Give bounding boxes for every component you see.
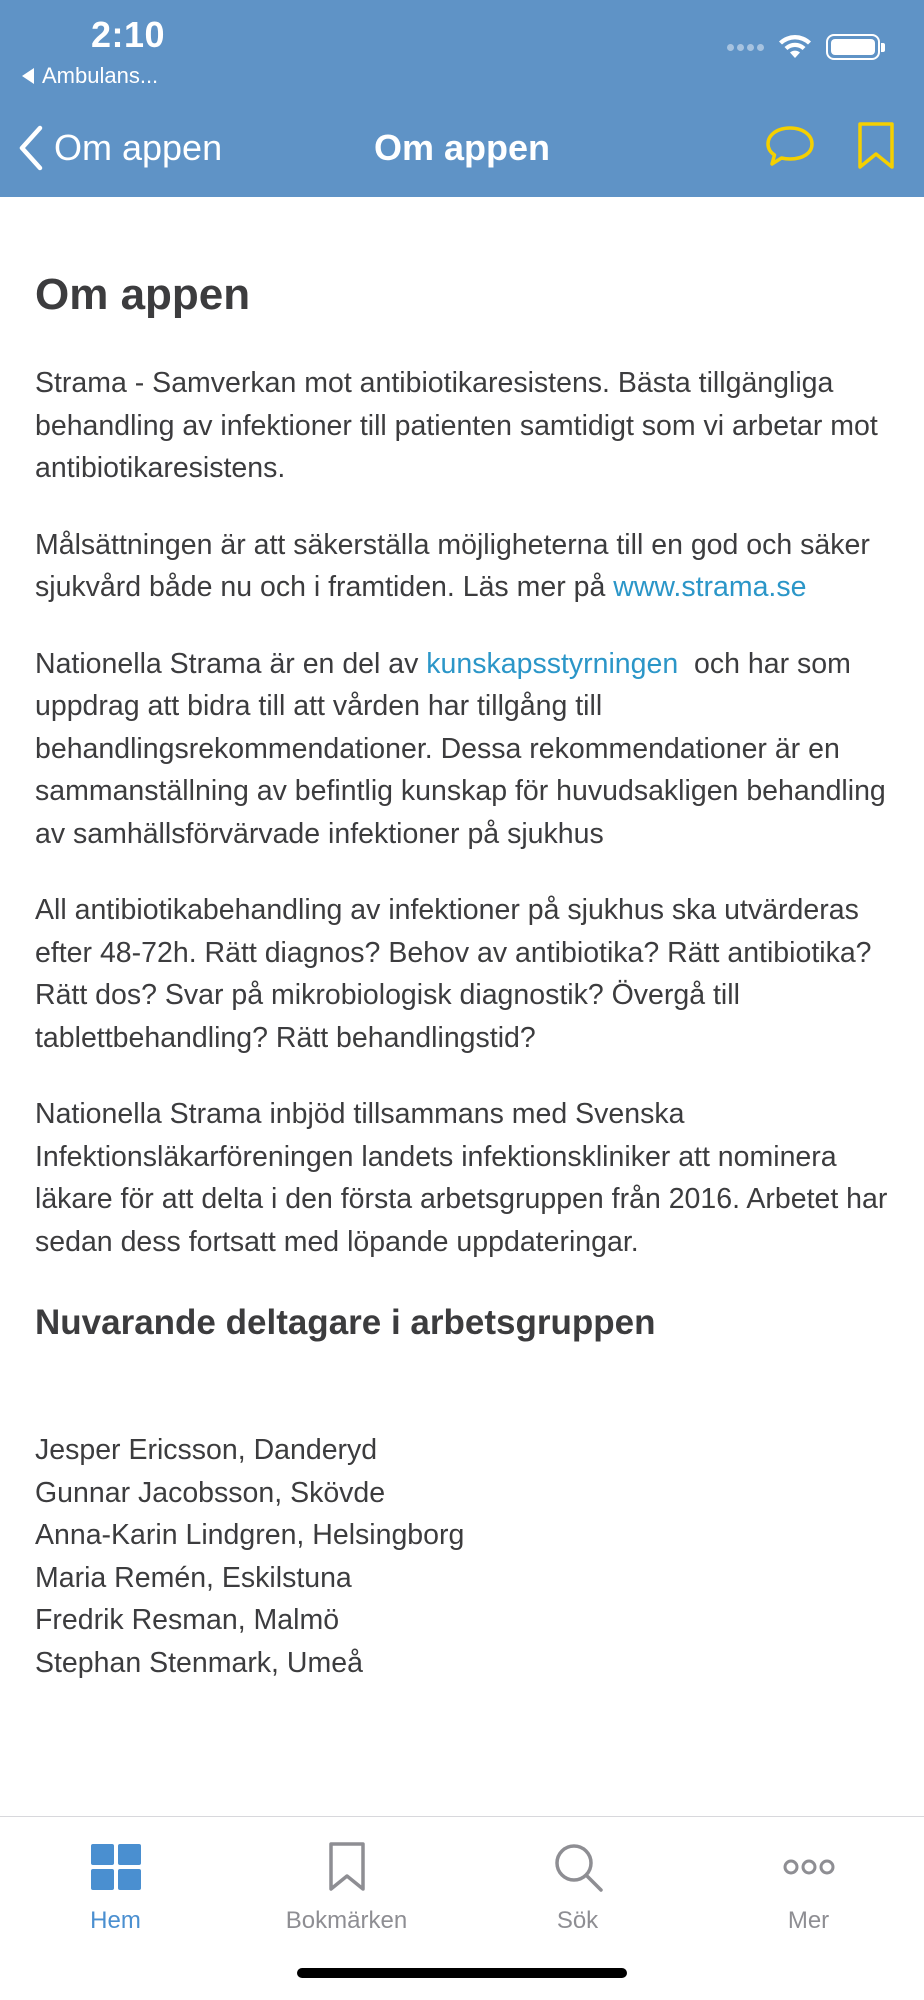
tab-hem[interactable] — [0, 1829, 231, 1949]
status-back-to-app[interactable] — [22, 63, 158, 89]
page-title: Om appen — [35, 270, 251, 319]
bookmark-icon — [327, 1835, 367, 1899]
app-header — [0, 0, 924, 197]
tab-label: Bokmärken — [285, 1907, 408, 1934]
participant-item: Jesper Ericsson, Danderyd — [35, 1434, 378, 1466]
paragraph-evaluation: All antibiotikabehandling av infektioner på sjukhus ska utvärderas efter 48-72h. Rätt diagnos? Behov av antibiotika? Rätt antibiotika? Rätt dos? Svar på mikrobiologisk diagnostik? Övergå till tablettbehandling? Rätt behandlingstid? — [35, 894, 872, 1054]
paragraph-national-after: och har som uppdrag att bidra till att vården har tillgång till behandlingsrekommendationer. Dessa rekommendationer är en sammanställning av befintlig kunskap för huvudsakligen behandling av samhällsförvärvade infektioner på sjukhus — [35, 647, 894, 850]
tab-bokmarken[interactable] — [231, 1829, 462, 1949]
participant-item: Stephan Stenmark, Umeå — [35, 1646, 363, 1679]
participant-item: Fredrik Resman, Malmö — [35, 1604, 340, 1636]
paragraph-working-group: Nationella Strama inbjöd tillsammans med Svenska Infektionsläkarföreningen landets infektionskliniker att nominera läkare för att delta i den första arbetsgruppen från 2016. Arbetet har sedan dess fortsatt med löpande uppdateringar. — [35, 1098, 888, 1258]
search-icon — [552, 1835, 604, 1899]
status-back-label: Ambulans... — [42, 63, 159, 88]
bookmark-button[interactable] — [848, 116, 904, 176]
cellular-signal-icon — [727, 44, 764, 51]
tab-label: Sök — [556, 1907, 599, 1934]
wifi-icon — [778, 34, 812, 60]
strama-website-link[interactable]: www.strama.se — [613, 571, 807, 603]
paragraph-national-before: Nationella Strama är en del av — [35, 647, 427, 680]
paragraph-goal-text: Målsättningen är att säkerställa möjligheterna till en god och säker sjukvård både nu och i framtiden. Läs mer på — [35, 528, 870, 603]
battery-icon — [826, 34, 880, 60]
participant-item: Maria Remén, Eskilstuna — [35, 1561, 352, 1594]
paragraph-goal — [35, 524, 889, 609]
nav-actions — [762, 116, 904, 176]
tab-label: Hem — [90, 1907, 141, 1934]
paragraph-national-strama — [35, 643, 894, 856]
more-icon — [783, 1835, 835, 1899]
home-indicator[interactable] — [297, 1968, 627, 1978]
tab-label: Mer — [787, 1907, 830, 1934]
grid-icon — [90, 1835, 142, 1899]
status-time: 2:10 — [91, 14, 166, 55]
participant-item: Anna-Karin Lindgren, Helsingborg — [35, 1519, 465, 1551]
content-scroll-area[interactable] — [0, 197, 924, 1817]
status-indicators — [727, 34, 880, 60]
chat-bubble-icon — [764, 124, 816, 168]
back-triangle-icon — [22, 68, 34, 84]
kunskapsstyrningen-link[interactable]: kunskapsstyrningen — [426, 647, 679, 680]
tab-mer[interactable] — [693, 1829, 924, 1949]
section-title-participants: Nuvarande deltagare i arbetsgruppen — [35, 1303, 656, 1342]
tab-sok[interactable] — [462, 1829, 693, 1949]
nav-title: Om appen — [373, 127, 551, 168]
participant-item: Gunnar Jacobsson, Skövde — [35, 1476, 386, 1509]
bookmark-icon — [856, 121, 896, 171]
comment-button[interactable] — [762, 116, 818, 176]
paragraph-intro: Strama - Samverkan mot antibiotikaresistens. Bästa tillgängliga behandling av infektioner till patienten samtidigt som vi arbetar mot antibiotikaresistens. — [35, 367, 878, 484]
nav-back-label: Om appen — [54, 127, 223, 168]
participants-list — [35, 1429, 889, 1684]
